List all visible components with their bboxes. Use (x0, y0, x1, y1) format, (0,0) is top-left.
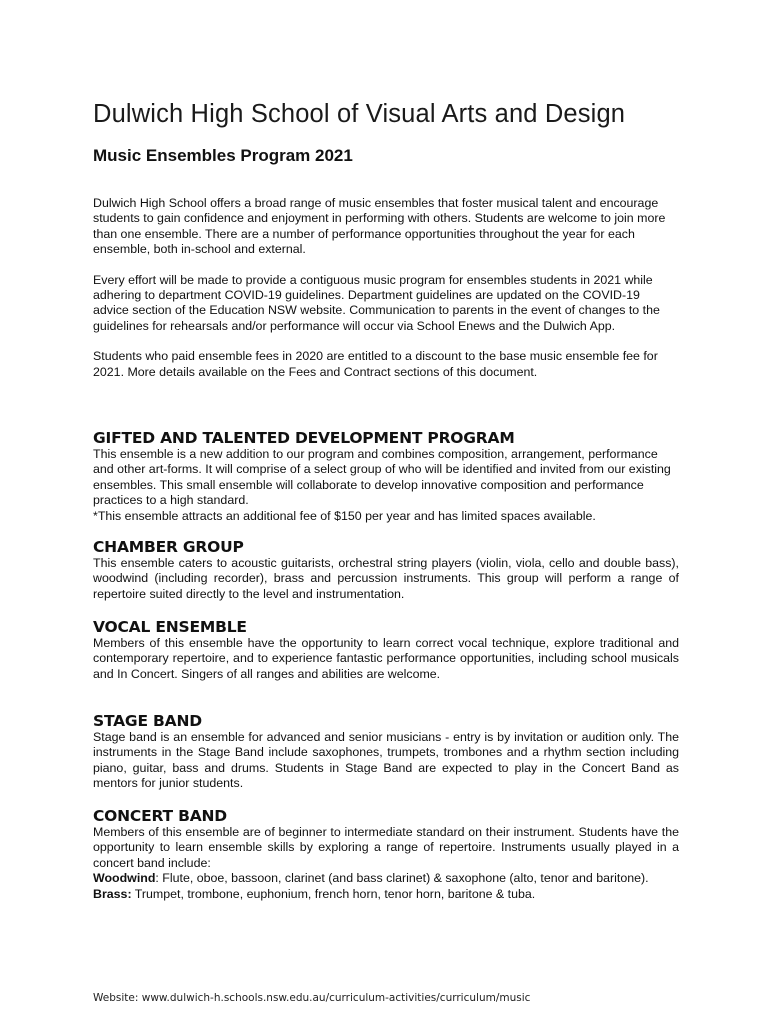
intro-paragraph: Every effort will be made to provide a contiguous music program for ensembles students in 2021 while adhering to department COVID-19 guidelines. Department guidelines are updated on the COVID-19 advice section of the Education NSW website. Communication to parents in the event of changes to the guidelines for rehearsals and/or performance will occur via School Enews and the Dulwich App. (93, 272, 660, 333)
school-title: Dulwich High School of Visual Arts and Design (93, 100, 626, 128)
footer-website: Website: www.dulwich-h.schools.nsw.edu.au/curriculum-activities/curriculum/music (93, 992, 531, 1004)
section-heading: STAGE BAND (93, 712, 202, 730)
section-chamber (93, 538, 679, 602)
section-heading: CHAMBER GROUP (93, 538, 244, 556)
section-concert (93, 807, 679, 902)
brass-label: Brass: (93, 886, 132, 901)
intro-paragraph: Students who paid ensemble fees in 2020 are entitled to a discount to the base music ensemble fee for 2021. More details available on the Fees and Contract sections of this document. (93, 349, 658, 379)
section-heading: VOCAL ENSEMBLE (93, 618, 247, 636)
section-vocal (93, 618, 679, 682)
woodwind-label: Woodwind (93, 871, 156, 886)
section-body: Members of this ensemble have the opportunity to learn correct vocal technique, explore traditional and contemporary repertoire, and to experience fantastic performance opportunities, including school musicals and In Concert. Singers of all ranges and abilities are welcome. (93, 636, 679, 681)
program-title: Music Ensembles Program 2021 (93, 146, 353, 165)
woodwind-text: : Flute, oboe, bassoon, clarinet (and bass clarinet) & saxophone (alto, tenor and baritone). (155, 871, 649, 886)
intro (93, 196, 679, 380)
section-body: This ensemble caters to acoustic guitarists, orchestral string players (violin, viola, cello and double bass), woodwind (including recorder), brass and percussion instruments. This group will perform a range of repertoire suited directly to the level and instrumentation. (93, 556, 679, 601)
intro-paragraph: Dulwich High School offers a broad range of music ensembles that foster musical talent and encourage students to gain confidence and enjoyment in performing with others. Students are welcome to join more than one ensemble. There are a number of performance opportunities throughout the year for each ensemble, both in-school and external. (93, 196, 666, 257)
section-gifted (93, 429, 679, 524)
section-heading: GIFTED AND TALENTED DEVELOPMENT PROGRAM (93, 429, 515, 447)
section-body: Members of this ensemble are of beginner to intermediate standard on their instrument. Students have the opportunity to learn ensemble skills by exploring a range of repertoire. Instruments usually played in a concert band include: (93, 825, 679, 870)
brass-line (93, 887, 679, 902)
section-body: This ensemble is a new addition to our program and combines composition, arrangement, performance and other art-forms. It will comprise of a select group of who will be identified and invited from our existing ensembles. This small ensemble will collaborate to develop innovative composition and performance practices to a high standard. (93, 447, 671, 508)
woodwind-line (93, 871, 679, 886)
section-body: Stage band is an ensemble for advanced and senior musicians - entry is by invitation or audition only. The instruments in the Stage Band include saxophones, trumpets, trombones and a rhythm section including piano, guitar, bass and drums. Students in Stage Band are expected to play in the Concert Band as mentors for junior students. (93, 730, 679, 791)
section-heading: CONCERT BAND (93, 807, 227, 825)
section-stage (93, 712, 679, 792)
section-note: *This ensemble attracts an additional fee of $150 per year and has limited spaces available. (93, 508, 596, 523)
brass-text: Trumpet, trombone, euphonium, french horn, tenor horn, baritone & tuba. (131, 886, 536, 901)
